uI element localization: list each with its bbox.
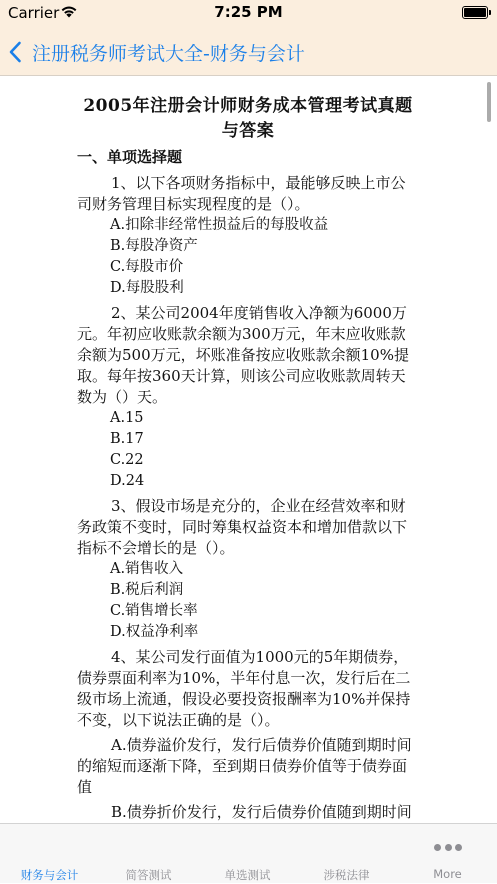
battery-icon [462,6,488,19]
question-text: 4、某公司发行面值为1000元的5年期债券，债券票面利率为10%，半年付息一次，发行后在二级市场上流通，假设必要投资报酬率为10%并保持不变，以下说法正确的是（）。 [77,648,411,729]
option: D.每股股利 [110,280,184,296]
option: C.每股市价 [110,259,184,275]
tab-label: More [433,867,462,881]
option: A.扣除非经常性损益后的每股收益 [110,217,329,233]
tab-label: 简答测试 [125,868,172,882]
option: C.销售增长率 [110,603,198,619]
tab-label: 财务与会计 [20,868,79,882]
navigation-bar [0,28,497,76]
scroll-indicator[interactable] [487,82,491,122]
tab-more[interactable] [398,824,497,884]
option: B.债券折价发行，发行后债券价值随到期时间 [111,803,412,821]
back-button[interactable] [8,28,305,76]
tab-label: 涉税法律 [323,868,370,882]
document-body [77,94,419,865]
question [77,173,419,299]
option: A.15 [110,410,144,426]
option: D.权益净利率 [110,624,199,640]
document-view[interactable] [0,77,497,823]
question [77,496,419,643]
option: B.17 [110,431,144,447]
status-bar [0,0,497,28]
tab-short-answer-test[interactable] [99,824,198,884]
question-text: 3、假设市场是充分的，企业在经营效率和财务政策不变时，同时筹集权益资本和增加借款以下指标不会增长的是（）。 [77,497,408,557]
option: B.税后利润 [110,582,184,598]
option: A.债券溢价发行，发行后债券价值随到期时间的缩短而逐渐下降，至到期日债券价值等于债券面值 [77,736,412,796]
document-title: 2005年注册会计师财务成本管理考试真题与答案 [83,96,413,141]
option: B.每股净资产 [110,238,198,254]
question [77,303,419,492]
nav-title: 注册税务师考试大全-财务与会计 [32,42,305,65]
more-dots-icon [434,844,462,852]
carrier-label: Carrier [8,4,60,22]
option: A.销售收入 [110,561,184,577]
question-text: 2、某公司2004年度销售收入净额为6000万元。年初应收账款余额为300万元，年末应收账款余额为500万元，坏账准备按应收账款余额10%提取。每年按360天计算，则该公司应收账款周转天数为（）天。 [77,304,409,406]
clock: 7:25 PM [214,3,283,21]
tab-finance-accounting[interactable] [0,824,99,884]
tab-single-choice-test[interactable] [198,824,297,884]
option: C.22 [110,452,144,468]
chevron-left-icon [8,41,22,63]
tab-label: 单选测试 [224,868,271,882]
question-text: 1、以下各项财务指标中，最能够反映上市公司财务管理目标实现程度的是（）。 [77,174,406,213]
option: D.24 [110,473,145,489]
tab-bar [0,823,497,883]
tab-tax-law[interactable] [297,824,396,884]
section-heading: 一、单项选择题 [77,148,183,166]
